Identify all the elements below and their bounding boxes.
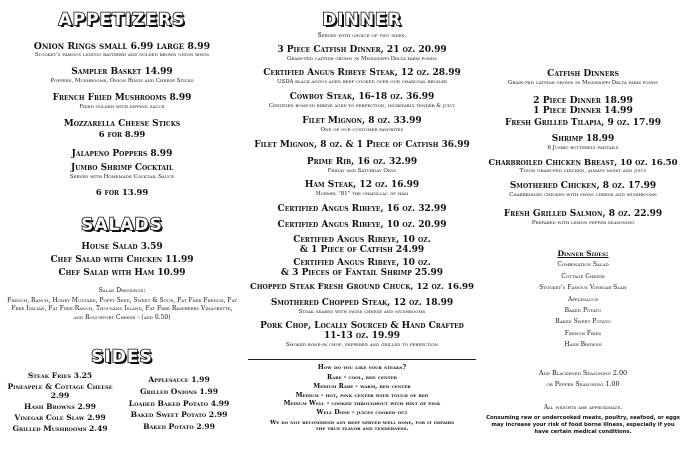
menu-item: Fresh Grilled Salmon, 8 oz. 22.99 Prepared with lemon pepper seasoning — [503, 209, 663, 226]
seasoning-note: Add Blackened Seasoning 2.00 or Pepper Seasoning 1.00 — [538, 369, 628, 388]
sides-list-left — [4, 372, 116, 434]
menu-item: Onion Rings small 6.99 large 8.99 Stookey's famous lightly battered and golden brown onion rings — [33, 41, 211, 59]
list-item: Baked Sweet Potato — [555, 318, 611, 326]
menu-item: Pork Chop, Locally Sourced & Hand Crafted 11-13 oz. 19.99 Smoked bone-in chop, peppered and grilled to perfection — [260, 321, 464, 348]
menu-item: Charbroiled Chicken Breast, 10 oz. 16.50 Tyson grain-fed chicken, always moist and juicy — [488, 158, 678, 175]
list-item: Applesauce — [567, 295, 599, 303]
menu-item: Prime Rib, 16 oz. 32.99 Friday and Saturday Only — [306, 157, 418, 174]
list-item: Baked Sweet Potato 2.99 — [130, 410, 228, 420]
list-item: French Fries — [564, 329, 602, 337]
food-safety-warning: Consuming raw or undercooked meats, poultry, seafood, or eggs may increase your risk of food borne illness, especially if you have certain medical conditions. — [486, 415, 680, 435]
doneness-note: We do not recommend any beef served well done, for it impairs the true flavor and tenderness. — [269, 419, 455, 433]
menu-item: 3 Piece Catfish Dinner, 21 oz. 20.99 Grain-fed catfish grown in Mississippi Delta farm ponds — [277, 45, 447, 62]
menu-item: French Fried Mushrooms 8.99 Fried golden with dipping sauce — [52, 93, 192, 110]
list-item: Pineapple & Cottage Cheese 2.99 — [7, 381, 113, 400]
weights-note: All weights are approximate. — [543, 404, 623, 411]
list-item: Combination Salad — [557, 261, 609, 269]
menu-item: Chopped Steak Fresh Ground Chuck, 12 oz. 16.99 — [250, 282, 474, 292]
list-item: Hash Browns 2.99 — [24, 401, 96, 411]
list-item: Stookey's Famous Vinegar Slaw — [539, 284, 627, 292]
salads-heading: SALADS — [81, 215, 163, 235]
sides-heading: SIDES — [91, 347, 153, 367]
list-item: House Salad 3.59 — [81, 242, 163, 252]
list-item: Chef Salad with Chicken 11.99 — [50, 255, 194, 266]
menu-item: Jalapeno Poppers 8.99 — [71, 149, 173, 159]
menu-item: Smothered Chopped Steak, 12 oz. 18.99 Steak seared with swiss cheese and mushrooms — [270, 298, 454, 315]
list-item: Grilled Mushrooms 2.49 — [12, 423, 108, 433]
list-item: Well Done - juices cooked out — [316, 409, 408, 417]
list-item: Hash Browns — [564, 341, 602, 349]
menu-item: Shrimp 18.99 6 Jumbo butterfly fantails — [547, 134, 619, 151]
menu-item: Mozzarella Cheese Sticks 6 for 8.99 — [63, 119, 181, 139]
menu-item: Ham Steak, 12 oz. 16.99 Hormel "81" the chadillac of ham — [304, 180, 420, 197]
list-item: Chef Salad with Ham 10.99 — [58, 268, 186, 279]
menu-item: Certified Angus Ribeye, 10 oz. & 3 Pieces of Fantail Shrimp 25.99 — [280, 258, 444, 278]
appetizers-heading: APPETIZERS — [58, 10, 186, 30]
list-item: Loaded Baked Potato 4.99 — [128, 398, 230, 408]
list-item: Steak Fries 3.25 — [27, 371, 93, 380]
menu-item: Certified Angus Ribeye, 16 oz. 32.99 — [277, 204, 447, 214]
menu-item: Certified Angus Ribeye Steak, 12 oz. 28.99 USDA black angus aged beef cooked over our charcoal broiler — [263, 68, 461, 85]
doneness-guide: How do you like your steaks? Rare - cool, red center Medium Rare - warm, red center Medium - hot, pink center with touch of red Medium Well - cooked throughout with hint of pink Well Done - juices cooked out We do not recommend any beef served well done, for it impairs the true flavor and tenderness. — [244, 364, 480, 433]
list-item: Rare - cool, red center — [326, 374, 397, 382]
divider — [248, 359, 476, 360]
dinner-heading: DINNER — [322, 10, 402, 30]
list-item: Medium Rare - warm, red center — [313, 383, 411, 391]
menu-item: Smothered Chicken, 8 oz. 17.99 Charbroiled chicken with swiss cheese and mushrooms — [509, 181, 657, 198]
list-item: Grilled Onions 1.99 — [139, 386, 218, 396]
menu-item: Fresh Grilled Tilapia, 9 oz. 17.99 — [505, 118, 661, 128]
menu-item: 2 Piece Dinner 18.99 1 Piece Dinner 14.99 — [533, 95, 633, 117]
menu-item: Sampler Basket 14.99 Poppers, Mushrooms, Onion Rings and Cheese Sticks — [50, 67, 194, 84]
list-item: Baked Potato 2.99 — [143, 422, 215, 432]
menu-item: Catfish Dinners Grain-fed catfish grown in Mississippi Delta farm ponds — [508, 69, 658, 86]
list-item: Cottage Cheese — [561, 272, 605, 280]
dressings: Salad Dressings: French, Ranch, Honey Mustard, Poppy Seed, Sweet & Sour, Fat Free French, Fat Free Italian, Fat Free Ranch, Thousand Island, Fat Free Raspberry Vinagrette, and Roquefort Cheese - (add 0.50) — [7, 287, 237, 321]
menu-item: Jumbo Shrimp Cocktail Served with Homemade Cocktail Sauce — [69, 163, 175, 180]
list-item: Applesauce 1.99 — [148, 375, 210, 384]
menu-item: 6 for 13.99 — [95, 187, 149, 197]
list-item: Vinegar Cole Slaw 2.99 — [14, 412, 106, 422]
salad-list — [0, 241, 244, 280]
menu-item: Filet Mignon, 8 oz. 33.99 One of our customer favorites — [302, 116, 422, 133]
menu-item: Certified Angus Ribeye, 10 oz. & 1 Piece of Catfish 24.99 — [293, 235, 431, 255]
list-item: Baked Potato — [564, 306, 602, 314]
menu-item: Certified Angus Ribeye, 10 oz. 20.99 — [277, 220, 447, 230]
menu-item: Filet Mignon, 8 oz. & 1 Piece of Catfish 36.99 — [254, 140, 470, 150]
list-item: Medium - hot, pink center with touch of red — [295, 391, 429, 399]
dinner-subheading: Served with choice of two sides. — [317, 32, 407, 39]
menu-item: Cowboy Steak, 16-18 oz. 36.99 Certified bone-in ribeye aged to perfection, incredibly tender & juicy — [268, 92, 456, 109]
list-item: Medium Well - cooked throughout with hint of pink — [283, 400, 441, 408]
sides-list-right — [118, 374, 240, 433]
dinner-sides: Dinner Sides: Combination Salad Cottage Cheese Stookey's Famous Vinegar Slaw Applesauce Baked Potato Baked Sweet Potato French Fries Hash Browns — [480, 250, 686, 350]
